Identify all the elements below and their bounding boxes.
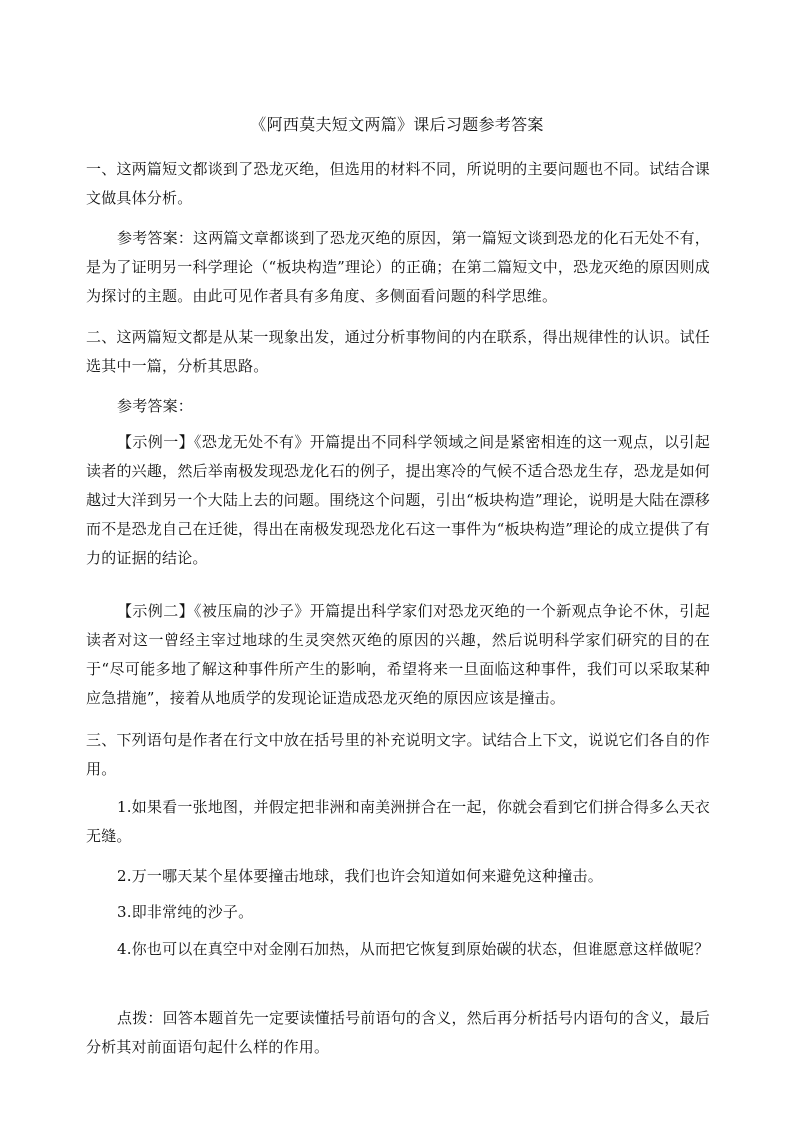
answer-1 — [86, 224, 710, 311]
item-1-text: 1.如果看一张地图，并假定把非洲和南美洲拼合在一起，你就会看到它们拼合得多么天衣无缝。 — [86, 798, 710, 845]
item-2 — [86, 862, 710, 891]
example-1 — [86, 428, 710, 573]
example-1-text: 【示例一】《恐龙无处不有》开篇提出不同科学领域之间是紧密相连的这一观点，以引起读者的兴趣，然后举南极发现恐龙化石的例子，提出寒冷的气候不适合恐龙生存，恐龙是如何越过大洋到另一个大陆上去的问题。围绕这个问题，引出“板块构造”理论，说明是大陆在漂移而不是恐龙自己在迁徙，得出在南极发现恐龙化石这一事件为“板块构造”理论的成立提供了有力的证据的结论。 — [86, 433, 710, 567]
item-4 — [86, 935, 710, 964]
question-3-text: 三、下列语句是作者在行文中放在括号里的补充说明文字。试结合上下文，说说它们各自的作用。 — [86, 731, 710, 778]
question-1-text: 一、这两篇短文都谈到了恐龙灭绝，但选用的材料不同，所说明的主要问题也不同。试结合课文做具体分析。 — [86, 160, 710, 207]
question-2-text: 二、这两篇短文都是从某一现象出发，通过分析事物间的内在联系，得出规律性的认识。试任选其中一篇，分析其思路。 — [86, 328, 710, 375]
question-1 — [86, 155, 710, 213]
item-3-text: 3.即非常纯的沙子。 — [117, 903, 254, 921]
answer-1-text: 参考答案：这两篇文章都谈到了恐龙灭绝的原因，第一篇短文谈到恐龙的化石无处不有，是为了证明另一科学理论（“板块构造”理论）的正确；在第二篇短文中，恐龙灭绝的原因则成为探讨的主题。由此可见作者具有多角度、多侧面看问题的科学思维。 — [86, 229, 710, 305]
question-2 — [86, 323, 710, 381]
question-3 — [86, 726, 710, 784]
answer-2-label — [86, 392, 710, 421]
tip — [86, 1004, 710, 1062]
item-4-text: 4.你也可以在真空中对金刚石加热，从而把它恢复到原始碳的状态，但谁愿意这样做呢？ — [117, 940, 710, 958]
item-2-text: 2.万一哪天某个星体要撞击地球，我们也许会知道如何来避免这种撞击。 — [117, 867, 603, 885]
item-1 — [86, 793, 710, 851]
document-title: 《阿西莫夫短文两篇》课后习题参考答案 — [250, 115, 544, 134]
tip-text: 点拨：回答本题首先一定要读懂括号前语句的含义，然后再分析括号内语句的含义，最后分析其对前面语句起什么样的作用。 — [86, 1009, 710, 1056]
example-2-text: 【示例二】《被压扁的沙子》开篇提出科学家们对恐龙灭绝的一个新观点争论不休，引起读者对这一曾经主宰过地球的生灵突然灭绝的原因的兴趣，然后说明科学家们研究的目的在于“尽可能多地了解这种事件所产生的影响，希望将来一旦面临这种事件，我们可以采取某种应急措施”，接着从地质学的发现论证造成恐龙灭绝的原因应该是撞击。 — [86, 602, 710, 707]
answer-2-label-text: 参考答案： — [117, 397, 194, 415]
example-2 — [86, 597, 710, 713]
item-3 — [86, 898, 710, 927]
